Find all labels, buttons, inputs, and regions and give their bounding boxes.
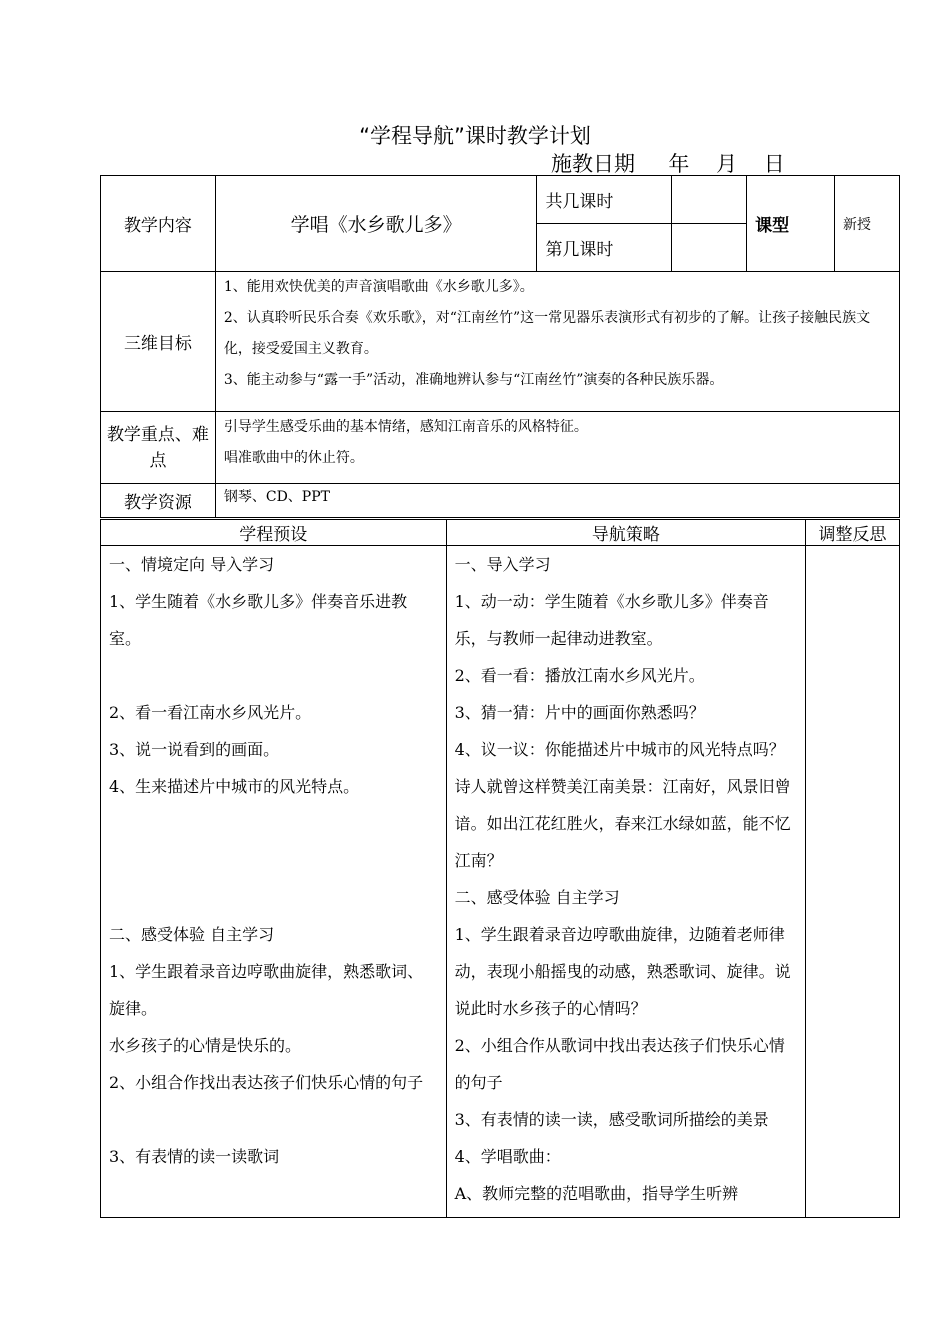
date-line: 施教日期 年 月 日	[551, 152, 785, 176]
column-header-preset: 学程预设	[101, 520, 447, 546]
blank-line	[109, 879, 438, 916]
strategy-line: 3、猜一猜：片中的画面你熟悉吗？	[454, 703, 705, 722]
type-label: 课型	[747, 176, 835, 272]
reflection-cell	[806, 546, 900, 1218]
strategy-line: 4、学唱歌曲：	[454, 1147, 561, 1166]
strategy-line: 二、感受体验 自主学习	[454, 888, 620, 907]
preset-line: 2、看一看江南水乡风光片。	[109, 703, 312, 722]
goal-item: 3、能主动参与“露一手”活动，准确地辨认参与“江南丝竹”演奏的各种民族乐器。	[223, 372, 724, 388]
strategy-cell	[446, 546, 806, 1218]
preset-line: 4、生来描述片中城市的风光特点。	[109, 777, 360, 796]
strategy-line: 2、小组合作从歌词中找出表达孩子们快乐心情的句子	[454, 1036, 785, 1092]
info-table	[100, 175, 900, 518]
strategy-line: 2、看一看：播放江南水乡风光片。	[454, 666, 705, 685]
blank-line	[109, 842, 438, 879]
preset-line: 2、小组合作找出表达孩子们快乐心情的句子	[109, 1073, 424, 1092]
keypoint-item: 引导学生感受乐曲的基本情绪，感知江南音乐的风格特征。	[223, 419, 588, 435]
preset-line: 一、情境定向 导入学习	[109, 555, 275, 574]
goal-item: 2、认真聆听民乐合奏《欢乐歌》，对“江南丝竹”这一常见器乐表演形式有初步的了解。让孩子接触民族文化，接受爱国主义教育。	[223, 310, 871, 357]
preset-cell	[101, 546, 447, 1218]
preset-line: 二、感受体验 自主学习	[109, 925, 275, 944]
strategy-line: A、教师完整的范唱歌曲，指导学生听辨	[454, 1184, 739, 1203]
strategy-line: 4、议一议：你能描述片中城市的风光特点吗？诗人就曾这样赞美江南美景：江南好，风景旧曾谙。如出江花红胜火，春来江水绿如蓝，能不忆江南？	[454, 740, 791, 870]
goals-cell	[215, 272, 899, 412]
blank-line	[109, 805, 438, 842]
strategy-line: 1、学生跟着录音边哼歌曲旋律，边随着老师律动，表现小船摇曳的动感，熟悉歌词、旋律。说说此时水乡孩子的心情吗？	[454, 925, 791, 1018]
blank-line	[109, 657, 438, 694]
keypoints-cell	[215, 412, 899, 484]
resources-value: 钢琴、CD、PPT	[215, 484, 899, 518]
preset-line: 3、有表情的读一读歌词	[109, 1147, 280, 1166]
strategy-line: 3、有表情的读一读，感受歌词所描绘的美景	[454, 1110, 769, 1129]
column-header-strategy: 导航策略	[446, 520, 806, 546]
preset-line: 1、学生随着《水乡歌儿多》伴奏音乐进教室。	[109, 592, 408, 648]
preset-line: 水乡孩子的心情是快乐的。	[109, 1036, 302, 1055]
goals-label: 三维目标	[101, 272, 216, 412]
lesson-no-label: 第几课时	[537, 224, 672, 272]
column-header-reflection: 调整反思	[806, 520, 900, 546]
keypoints-label: 教学重点、难点	[101, 412, 216, 484]
content-label: 教学内容	[101, 176, 216, 272]
total-lessons-label: 共几课时	[537, 176, 672, 224]
preset-line: 3、说一说看到的画面。	[109, 740, 280, 759]
page-title: “学程导航”课时教学计划	[359, 124, 591, 148]
total-lessons-value	[672, 176, 747, 224]
strategy-line: 1、动一动：学生随着《水乡歌儿多》伴奏音乐，与教师一起律动进教室。	[454, 592, 769, 648]
preset-line: 1、学生跟着录音边哼歌曲旋律，熟悉歌词、旋律。	[109, 962, 424, 1018]
goal-item: 1、能用欢快优美的声音演唱歌曲《水乡歌儿多》。	[223, 279, 534, 295]
blank-line	[109, 1101, 438, 1138]
lesson-no-value	[672, 224, 747, 272]
resources-label: 教学资源	[101, 484, 216, 518]
process-table	[100, 519, 900, 1218]
content-value: 学唱《水乡歌儿多》	[215, 176, 537, 272]
type-value: 新授	[835, 176, 900, 272]
strategy-line: 一、导入学习	[454, 555, 551, 574]
keypoint-item: 唱准歌曲中的休止符。	[223, 450, 364, 466]
